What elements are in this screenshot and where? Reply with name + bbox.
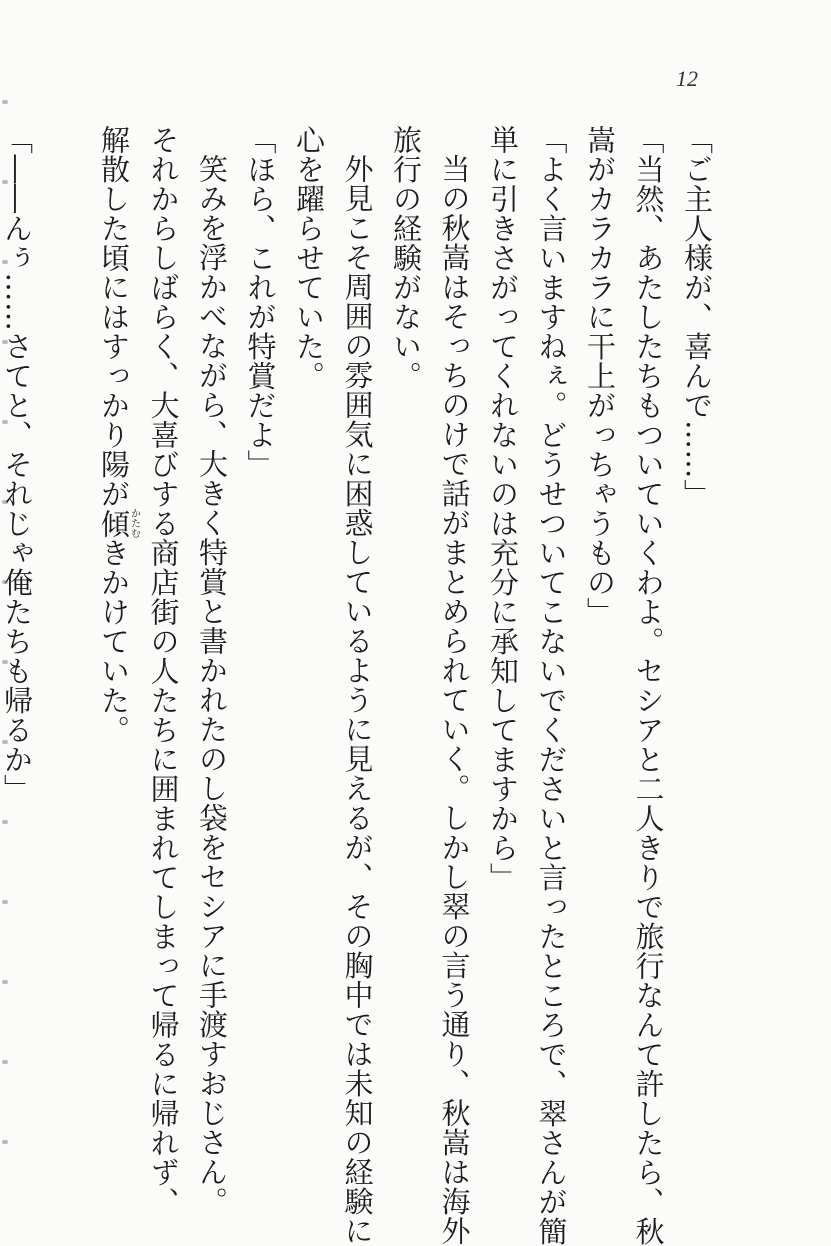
text-segment: 「当然、あたしたちもついていくわよ。セシアと二人きりで (632, 125, 666, 922)
text-line: 旅行の経験がない。 (382, 125, 431, 1125)
text-line (90, 125, 140, 1125)
text-line: 「よく言いますねぇ。どうせついてこないでくださいと言ったところで、翠さんが簡 (527, 125, 576, 1125)
blank-line (41, 125, 90, 1125)
text-line: 「ほら、これが特賞だよ」 (236, 125, 285, 1125)
text-line: それからしばらく、大喜びする商店街の人たちに囲まれてしまって帰るに帰れず、 (139, 125, 188, 1125)
text-line: 当の秋嵩はそっちのけで話がまとめられていく。しかし翠の言う通り、秋嵩は海外 (430, 125, 479, 1125)
novel-body-text (0, 125, 721, 1125)
text-line: 単に引きさがってくれないのは充分に承知してますから」 (479, 125, 528, 1125)
text-line: 「――んぅ……さてと、それじゃ俺たちも帰るか」 (0, 125, 41, 1125)
page-number: 12 (676, 66, 698, 92)
text-line: 「ご主人様が、喜んで……」 (673, 125, 722, 1125)
text-segment: 旅行なんて許したら、秋 (632, 922, 666, 1246)
ruby-base: 傾 (97, 508, 131, 538)
text-line: 心を躍らせていた。 (285, 125, 334, 1125)
text-line: 笑みを浮かべながら、大きく特賞と書かれたのし袋をセシアに手渡すおじさん。 (188, 125, 237, 1125)
text-segment: きかけていた。 (97, 538, 131, 745)
text-segment: 解散した頃にはすっかり陽が (97, 125, 131, 509)
ruby-reading: かたむ (129, 508, 140, 538)
text-line: 外見こそ周囲の雰囲気に困惑しているように見えるが、その胸中では未知の経験に (333, 125, 382, 1125)
text-line: 嵩がカラカラに干上がっちゃうもの」 (576, 125, 625, 1125)
text-line (624, 125, 673, 1125)
ruby-annotation (97, 509, 131, 539)
